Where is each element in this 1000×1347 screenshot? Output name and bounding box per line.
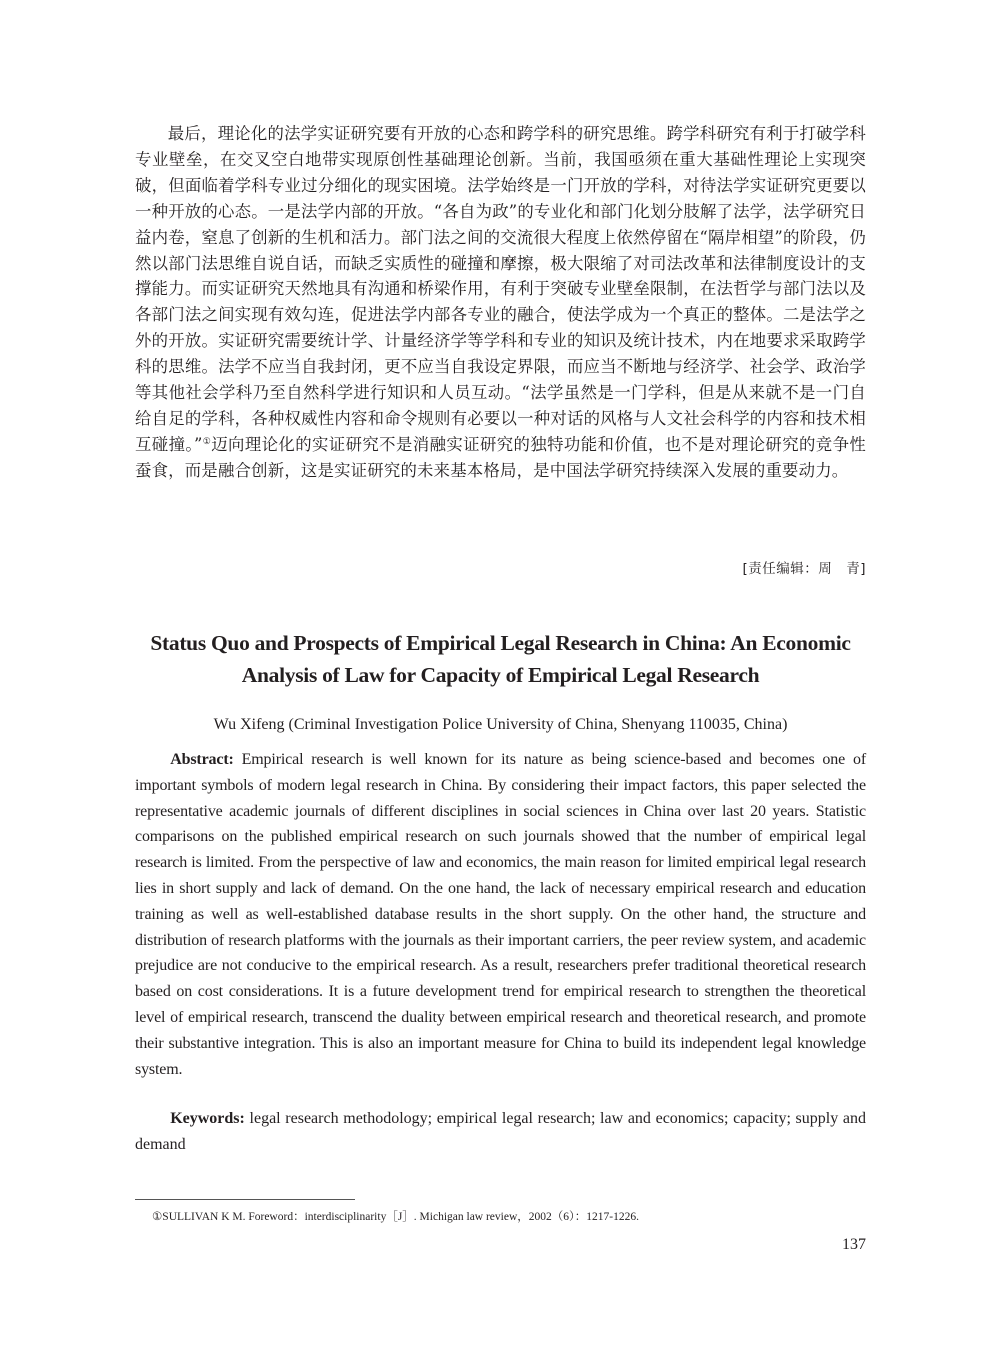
chinese-body-paragraph bbox=[135, 121, 866, 484]
paragraph-text-continued: 迈向理论化的实证研究不是消融实证研究的独特功能和价值，也不是对理论研究的竞争性蚕食，而是融合创新，这是实证研究的未来基本格局，是中国法学研究持续深入发展的重要动力。 bbox=[135, 434, 866, 480]
abstract-text: Empirical research is well known for its nature as being science-based and becomes one of important symbols of modern legal research in China. By considering their impact factors, this paper selected the representative academic journals of different disciplines in social sciences in China over last 20 years. Statistic comparisons on the published empirical research on such journals showed that the number of empirical legal research is limited. From the perspective of law and economics, the main reason for limited empirical legal research lies in short supply and lack of demand. On the one hand, the lack of necessary empirical research and education training as well as well-established database results in the short supply. On the other hand, the structure and distribution of research platforms with the journals as their important carriers, the peer review system, and academic prejudice are not conducive to the empirical research. As a result, researchers prefer traditional theoretical research based on cost considerations. It is a future development trend for empirical research to strengthen the theoretical level of empirical research, transcend the duality between empirical research and theoretical research, and promote their substantive integration. This is also an important measure for China to build its independent legal knowledge system. bbox=[135, 751, 866, 1078]
english-article-title: Status Quo and Prospects of Empirical Legal Research in China: An Economic Analysis of Law for Capacity of Empirical Legal Research bbox=[150, 631, 851, 687]
paragraph-text: 最后，理论化的法学实证研究要有开放的心态和跨学科的研究思维。跨学科研究有利于打破学科专业壁垒，在交叉空白地带实现原创性基础理论创新。当前，我国亟须在重大基础性理论上实现突破，但面临着学科专业过分细化的现实困境。法学始终是一门开放的学科，对待法学实证研究更要以一种开放的心态。一是法学内部的开放。“各自为政”的专业化和部门化划分肢解了法学，法学研究日益内卷，窒息了创新的生机和活力。部门法之间的交流很大程度上依然停留在“隔岸相望”的阶段，仍然以部门法思维自说自话，而缺乏实质性的碰撞和摩擦，极大限缩了对司法改革和法律制度设计的支撑能力。而实证研究天然地具有沟通和桥梁作用，有利于突破专业壁垒限制，在法哲学与部门法以及各部门法之间实现有效勾连，促进法学内部各专业的融合，使法学成为一个真正的整体。二是法学之外的开放。实证研究需要统计学、计量经济学等学科和专业的知识及统计技术，内在地要求采取跨学科的思维。法学不应当自我封闭，更不应当自我设定界限，而应当不断地与经济学、社会学、政治学等其他社会学科乃至自然科学进行知识和人员互动。“法学虽然是一门学科，但是从来就不是一门自给自足的学科，各种权威性内容和命令规则有必要以一种对话的风格与人文社会科学的内容和技术相互碰撞。” bbox=[135, 124, 866, 454]
abstract-label: Abstract: bbox=[170, 751, 234, 768]
keywords-text: legal research methodology; empirical legal research; law and economics; capacity; supply and demand bbox=[135, 1110, 866, 1153]
author-affiliation: Wu Xifeng (Criminal Investigation Police University of China, Shenyang 110035, China) bbox=[213, 716, 788, 733]
english-abstract bbox=[135, 747, 866, 1082]
editor-credit: [责任编辑：周 青] bbox=[742, 561, 866, 577]
page-number: 137 bbox=[842, 1236, 866, 1253]
footnote-reference-marker[interactable]: ① bbox=[202, 436, 212, 447]
keywords-label: Keywords: bbox=[170, 1110, 245, 1127]
english-keywords bbox=[135, 1106, 866, 1158]
footnote: ①SULLIVAN K M. Foreword：interdisciplinarity［J］. Michigan law review，2002（6）：1217-1226. bbox=[152, 1211, 639, 1223]
footnote-divider bbox=[135, 1199, 355, 1200]
